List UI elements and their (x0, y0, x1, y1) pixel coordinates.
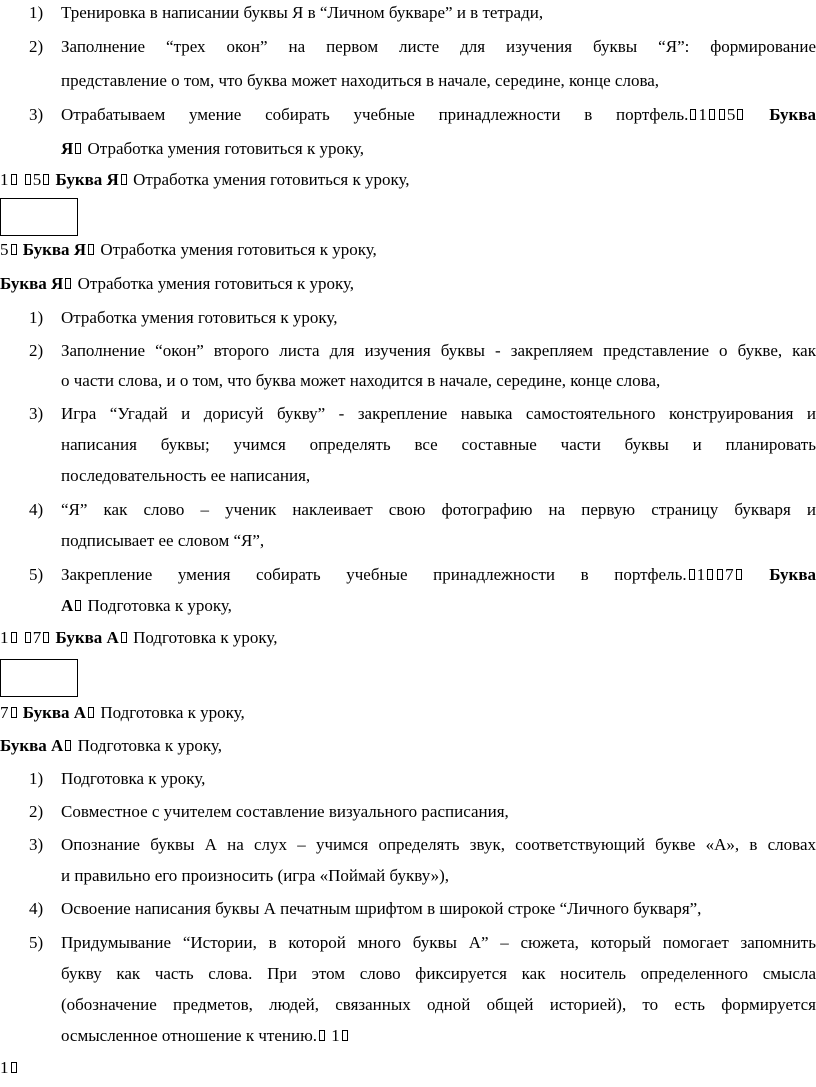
list-item-text: подписывает ее словом “Я”, (61, 531, 265, 550)
list-item-text: Отработка умения готовиться к уроку, (61, 308, 338, 327)
list-item-text: Отрабатываем умение собирать учебные принадлежности в портфель. 1 5 Буква (61, 105, 816, 124)
list-item-text: Тренировка в написании буквы Я в “Личном букваре” и в тетради, (61, 3, 544, 22)
list-number: 3) (29, 835, 44, 854)
list-number: 1) (29, 3, 44, 22)
list-item-text: представление о том, что буква может находиться в начале, середине, конце слова, (61, 71, 660, 90)
list-number: 4) (29, 500, 44, 519)
list-number: 1) (29, 769, 44, 788)
list-number: 3) (29, 404, 44, 423)
list-item-text: Заполнение “трех окон” на первом листе для изучения буквы “Я”: формирование (61, 37, 816, 56)
list-number: 5) (29, 933, 44, 952)
text-line: Буква Я Отработка умения готовиться к уроку, (0, 274, 355, 293)
list-item-text: Опознание буквы А на слух – учимся определять звук, соответствующий букве «А», в словах (61, 835, 816, 854)
list-item-text: и правильно его произносить (игра «Поймай букву»), (61, 866, 450, 885)
list-item-text: Подготовка к уроку, (61, 769, 206, 788)
list-item-text: Игра “Угадай и дорисуй букву” - закрепление навыка самостоятельного конструирования и (61, 404, 816, 423)
text-line: 5 Буква Я Отработка умения готовиться к уроку, (0, 240, 377, 259)
list-number: 2) (29, 341, 44, 360)
list-number: 2) (29, 802, 44, 821)
list-item-text: (обозначение предметов, людей, связанных одной общей историей), то есть формируется (61, 995, 816, 1014)
list-item-text: Придумывание “Истории, в которой много буквы А” – сюжета, который помогает запомнить (61, 933, 816, 952)
list-item-text: последовательность ее написания, (61, 466, 311, 485)
list-number: 2) (29, 37, 44, 56)
empty-box (0, 198, 78, 236)
list-number: 5) (29, 565, 44, 584)
list-item-text: А Подготовка к уроку, (61, 596, 232, 615)
list-item-text: Закрепление умения собирать учебные принадлежности в портфель. 1 7 Буква (61, 565, 816, 584)
text-line: 1 5 Буква Я Отработка умения готовиться к уроку, (0, 170, 410, 189)
text-line: Буква А Подготовка к уроку, (0, 736, 222, 755)
list-item-text: написания буквы; учимся определять все составные части буквы и планировать (61, 435, 816, 454)
list-item-text: Совместное с учителем составление визуального расписания, (61, 802, 509, 821)
list-number: 3) (29, 105, 44, 124)
list-item-text: Я Отработка умения готовиться к уроку, (61, 139, 365, 158)
text-line: 1 (0, 1058, 19, 1078)
list-item-text: Заполнение “окон” второго листа для изучения буквы - закрепляем представление о букве, как (61, 341, 816, 360)
list-number: 1) (29, 308, 44, 327)
text-line: 7 Буква А Подготовка к уроку, (0, 703, 245, 722)
list-item-text: о части слова, и о том, что буква может находится в начале, середине, конце слова, (61, 371, 661, 390)
list-item-text: “Я” как слово – ученик наклеивает свою фотографию на первую страницу букваря и (61, 500, 816, 519)
list-item-text: осмысленное отношение к чтению. 1 (61, 1026, 816, 1046)
empty-box (0, 659, 78, 697)
text-line: 1 7 Буква А Подготовка к уроку, (0, 628, 278, 647)
list-item-text: Освоение написания буквы А печатным шрифтом в широкой строке “Личного букваря”, (61, 899, 702, 918)
list-item-text: букву как часть слова. При этом слово фиксируется как носитель определенного смысла (61, 964, 816, 983)
list-number: 4) (29, 899, 44, 918)
